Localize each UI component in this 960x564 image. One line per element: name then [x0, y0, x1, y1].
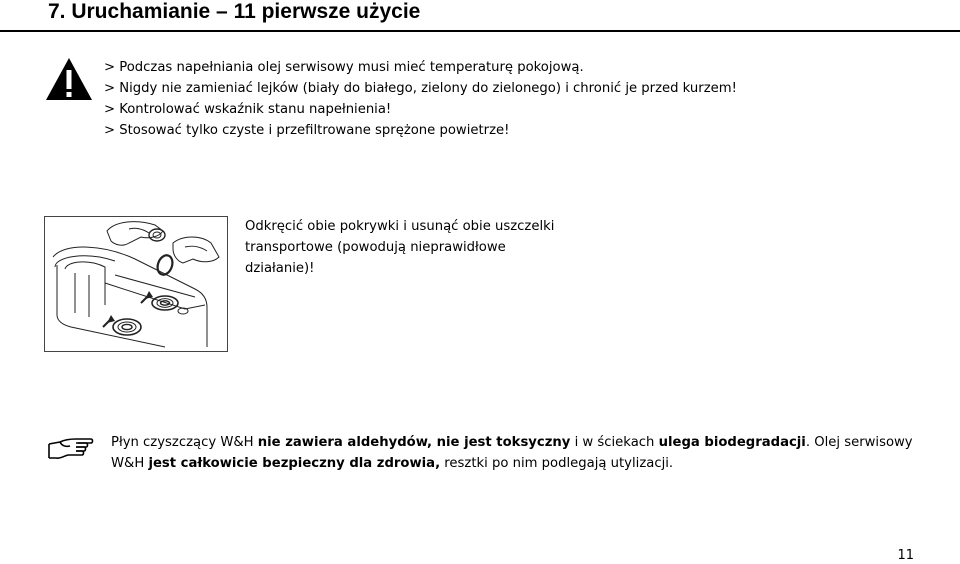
page-title: 7. Uruchamianie – 11 pierwsze użycie: [48, 0, 421, 23]
header-rule: [0, 30, 960, 32]
pointing-hand-icon: [46, 434, 94, 464]
device-illustration: [44, 216, 228, 352]
note-segment: i w ściekach: [570, 435, 659, 450]
warning-item: > Podczas napełniania olej serwisowy musi mieć temperaturę pokojową.: [104, 60, 584, 75]
note-text: [111, 432, 931, 474]
note-segment: . Olej serwisowy W&H: [111, 435, 913, 471]
warning-triangle-icon: [44, 56, 94, 102]
page-number: 11: [897, 548, 914, 563]
note-segment: resztki po nim podlegają utylizacji.: [440, 456, 674, 471]
warning-item: > Kontrolować wskaźnik stanu napełnienia!: [104, 102, 392, 117]
warning-item: > Nigdy nie zamieniać lejków (biały do białego, zielony do zielonego) i chronić je przed kurzem!: [104, 81, 737, 96]
note-emphasis: ulega biodegradacji: [658, 435, 806, 450]
warning-list: [104, 57, 737, 141]
note-emphasis: nie zawiera aldehydów, nie jest toksyczny: [257, 435, 571, 450]
warning-item: > Stosować tylko czyste i przefiltrowane sprężone powietrze!: [104, 123, 510, 138]
note-emphasis: jest całkowicie bezpieczny dla zdrowia,: [148, 456, 441, 471]
note-segment: Płyn czyszczący W&H: [111, 435, 258, 450]
instruction-text: Odkręcić obie pokrywki i usunąć obie uszczelki transportowe (powodują nieprawidłowe działanie)!: [245, 219, 555, 276]
